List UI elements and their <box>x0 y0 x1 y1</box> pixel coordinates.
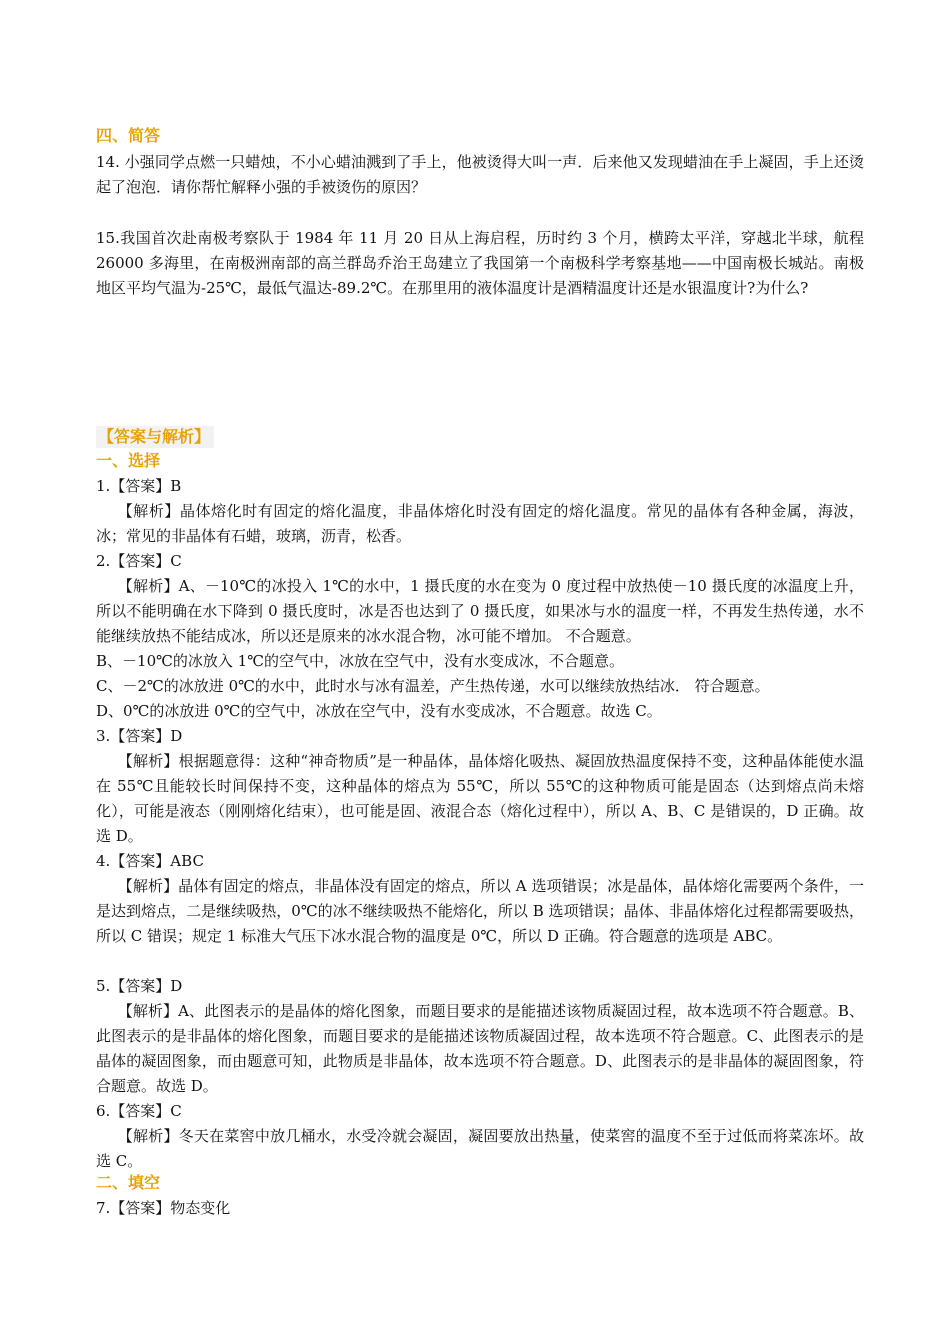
analysis-2: 【解析】A、－10℃的冰投入 1℃的水中，1 摄氏度的水在变为 0 度过程中放热使－10 摄氏度的冰温度上升，所以不能明确在水下降到 0 摄氏度时，冰是否也达到了 0 摄氏度，如果冰与水的温度一样，不再发生热传递，水不能继续放热不能结成冰，所以还是原来的冰水混合物，冰可能不增加。 不合题意。 <box>96 577 864 645</box>
analysis-1: 【解析】晶体熔化时有固定的熔化温度，非晶体熔化时没有固定的熔化温度。常见的晶体有各种金属，海波，冰；常见的非晶体有石蜡，玻璃，沥青，松香。 <box>96 502 864 545</box>
analysis-2-option-b: B、－10℃的冰放入 1℃的空气中，冰放在空气中，没有水变成冰，不合题意。 <box>96 652 624 670</box>
analysis-3: 【解析】根据题意得：这种“神奇物质”是一种晶体，晶体熔化吸热、凝固放热温度保持不变，这种晶体能使水温在 55℃且能较长时间保持不变，这种晶体的熔点为 55℃，所以 55℃的这种物质可能是固态（达到熔点尚未熔化），可能是液态（刚刚熔化结束），也可能是固、液混合态（熔化过程中），所以 A、B、C 是错误的，D 正确。故选 D。 <box>96 752 864 845</box>
analysis-2-option-d: D、0℃的冰放进 0℃的空气中，冰放在空气中，没有水变成冰，不合题意。故选 C。 <box>96 702 662 720</box>
answer-4: 4.【答案】ABC <box>96 852 204 870</box>
answer-6: 6.【答案】C <box>96 1102 182 1120</box>
analysis-2-option-c: C、－2℃的冰放进 0℃的水中，此时水与冰有温差，产生热传递，水可以继续放热结冰． 符合题意。 <box>96 677 770 695</box>
answer-2: 2.【答案】C <box>96 552 182 570</box>
section-heading-short-answer: 四、简答 <box>96 126 161 145</box>
answer-3: 3.【答案】D <box>96 727 183 745</box>
analysis-4: 【解析】晶体有固定的熔点，非晶体没有固定的熔点，所以 A 选项错误；冰是晶体，晶体熔化需要两个条件，一是达到熔点，二是继续吸热，0℃的冰不继续吸热不能熔化，所以 B 选项错误；晶体、非晶体熔化过程都需要吸热，所以 C 错误；规定 1 标准大气压下冰水混合物的温度是 0℃，所以 D 正确。符合题意的选项是 ABC。 <box>96 877 864 945</box>
answer-7: 7.【答案】物态变化 <box>96 1199 231 1217</box>
analysis-5: 【解析】A、此图表示的是晶体的熔化图象，而题目要求的是能描述该物质凝固过程，故本选项不符合题意。B、此图表示的是非晶体的熔化图象，而题目要求的是能描述该物质凝固过程，故本选项不符合题意。C、此图表示的是晶体的凝固图象，而由题意可知，此物质是非晶体，故本选项不符合题意。D、此图表示的是非晶体的凝固图象，符合题意。故选 D。 <box>96 1002 864 1095</box>
section-heading-fill: 二、填空 <box>96 1173 161 1192</box>
section-heading-choice: 一、选择 <box>96 451 161 470</box>
analysis-6: 【解析】冬天在菜窖中放几桶水，水受冷就会凝固，凝固要放出热量，使菜窖的温度不至于过低而将菜冻坏。故选 C。 <box>96 1127 864 1170</box>
answer-5: 5.【答案】D <box>96 977 183 995</box>
question-14: 14. 小强同学点燃一只蜡烛，不小心蜡油溅到了手上，他被烫得大叫一声．后来他又发现蜡油在手上凝固，手上还烫起了泡泡．请你帮忙解释小强的手被烫伤的原因？ <box>96 153 864 196</box>
answer-analysis-header: 【答案与解析】 <box>96 426 214 448</box>
question-15: 15.我国首次赴南极考察队于 1984 年 11 月 20 日从上海启程，历时约 3 个月，横跨太平洋，穿越北半球，航程 26000 多海里，在南极洲南部的高兰群岛乔治王岛建立了我国第一个南极科学考察基地——中国南极长城站。南极地区平均气温为-25℃，最低气温达-89.2℃。在那里用的液体温度计是酒精温度计还是水银温度计?为什么? <box>96 229 864 297</box>
answer-1: 1.【答案】B <box>96 477 182 495</box>
